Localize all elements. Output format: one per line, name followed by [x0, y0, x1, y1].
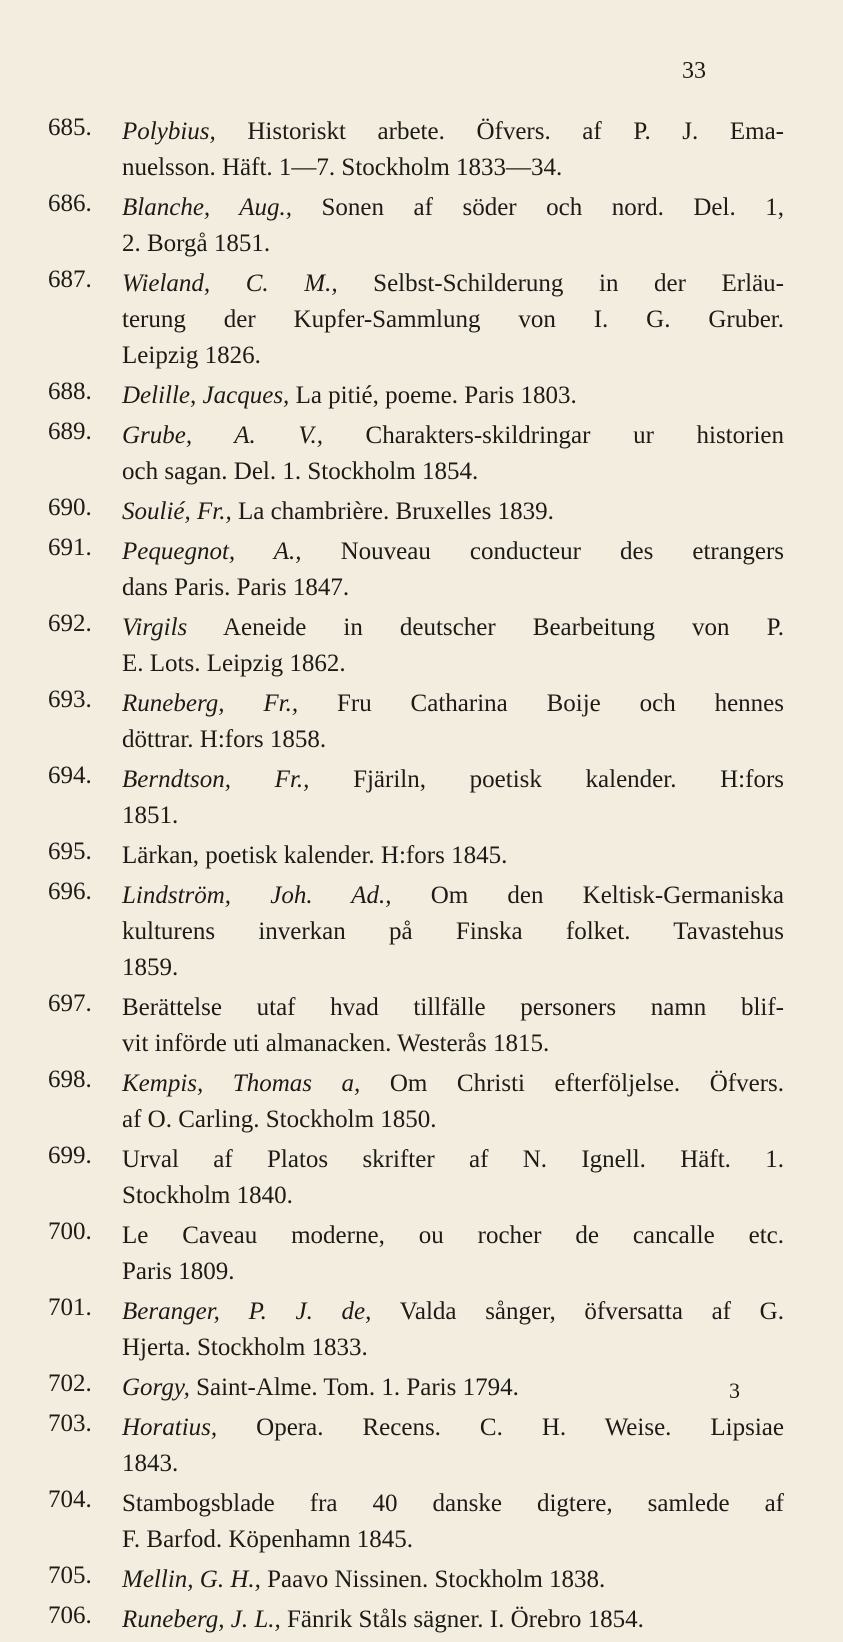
catalog-entry — [48, 190, 784, 262]
entry-text: Stockholm 1840. — [122, 1182, 293, 1209]
entry-author: Runeberg, Fr., — [122, 690, 299, 717]
entry-text: dans Paris. Paris 1847. — [122, 574, 350, 601]
entry-author: Blanche, Aug., — [122, 194, 292, 221]
entry-line — [122, 1254, 784, 1290]
entry-text: terung der Kupfer-Sammlung von I. G. Gruber. — [122, 306, 784, 333]
entry-line — [122, 570, 784, 606]
entry-text: kulturens inverkan på Finska folket. Tavastehus — [122, 918, 784, 945]
entry-number: 694. — [48, 762, 92, 789]
entry-text: Aeneide in deutscher Bearbeitung von P. — [187, 614, 784, 641]
entry-line — [122, 534, 784, 570]
entry-author: Gorgy, — [122, 1374, 190, 1401]
catalog-entry — [48, 1562, 784, 1598]
entry-line — [122, 302, 784, 338]
entry-line — [122, 1410, 784, 1446]
entry-text: Paavo Nissinen. Stockholm 1838. — [260, 1566, 606, 1593]
entry-line — [122, 1446, 784, 1482]
entry-number: 690. — [48, 494, 92, 521]
entry-author: Soulié, Fr., — [122, 498, 232, 525]
entry-line — [122, 418, 784, 454]
entry-line — [122, 1142, 784, 1178]
entry-line — [122, 114, 784, 150]
entry-text: Berättelse utaf hvad tillfälle personers namn blif- — [122, 994, 784, 1021]
entry-number: 688. — [48, 378, 92, 405]
catalog-entry — [48, 1294, 784, 1366]
entry-line — [122, 226, 784, 262]
entry-text: Leipzig 1826. — [122, 342, 261, 369]
entry-line — [122, 914, 784, 950]
entry-author: Virgils — [122, 614, 188, 641]
entry-text: Paris 1809. — [122, 1258, 235, 1285]
entry-line — [122, 454, 784, 490]
entry-author: Mellin, G. H., — [122, 1566, 261, 1593]
entry-line — [122, 722, 784, 758]
entry-author: Berndtson, Fr., — [122, 766, 310, 793]
entry-text: Valda sånger, öfversatta af G. — [371, 1298, 784, 1325]
entry-author: Polybius, — [122, 118, 216, 145]
entry-author: Delille, Jacques, — [122, 382, 290, 409]
entry-line — [122, 878, 784, 914]
entry-line — [122, 150, 784, 186]
entry-line — [122, 646, 784, 682]
entry-text: och sagan. Del. 1. Stockholm 1854. — [122, 458, 479, 485]
entry-number: 689. — [48, 418, 92, 445]
entry-text: af O. Carling. Stockholm 1850. — [122, 1106, 437, 1133]
catalog-entry — [48, 1410, 784, 1482]
entry-line — [122, 266, 784, 302]
entry-number: 696. — [48, 878, 92, 905]
signature-mark: 3 — [729, 1378, 740, 1403]
entry-text: Hjerta. Stockholm 1833. — [122, 1334, 368, 1361]
entry-text: Saint-Alme. Tom. 1. Paris 1794. — [189, 1374, 519, 1401]
entry-line — [122, 838, 784, 874]
entry-text: E. Lots. Leipzig 1862. — [122, 650, 346, 677]
entry-text: Fjäriln, poetisk kalender. H:fors — [309, 766, 784, 793]
entry-author: Runeberg, J. L., — [122, 1606, 281, 1633]
entry-text: 2. Borgå 1851. — [122, 230, 271, 257]
entry-line — [122, 762, 784, 798]
entry-text: Urval af Platos skrifter af N. Ignell. Häft. 1. — [122, 1146, 784, 1173]
entry-number: 686. — [48, 190, 92, 217]
catalog-entry — [48, 1602, 784, 1638]
entry-line — [122, 1026, 784, 1062]
entry-line — [122, 1218, 784, 1254]
entry-line — [122, 1330, 784, 1366]
entry-line — [122, 378, 784, 414]
catalog-entry — [48, 1370, 784, 1406]
entry-text: Om den Keltisk-Germaniska — [391, 882, 784, 909]
entry-text: Fru Catharina Boije och hennes — [298, 690, 784, 717]
catalog-entry — [48, 266, 784, 374]
entry-number: 703. — [48, 1410, 92, 1437]
entry-number: 685. — [48, 114, 92, 141]
entry-number: 700. — [48, 1218, 92, 1245]
entry-number: 706. — [48, 1602, 92, 1629]
entry-text: Selbst-Schilderung in der Erläu- — [337, 270, 784, 297]
catalog-entry — [48, 1486, 784, 1558]
entry-line — [122, 1294, 784, 1330]
entry-number: 701. — [48, 1294, 92, 1321]
entry-text: Charakters-skildringar ur historien — [322, 422, 784, 449]
entry-line — [122, 338, 784, 374]
catalog-entry — [48, 1218, 784, 1290]
entry-number: 687. — [48, 266, 92, 293]
entry-line — [122, 1102, 784, 1138]
entry-line — [122, 1522, 784, 1558]
entry-line — [122, 950, 784, 986]
entry-text: Fänrik Ståls sägner. I. Örebro 1854. — [280, 1606, 644, 1633]
entry-text: 1851. — [122, 802, 179, 829]
catalog-entry — [48, 762, 784, 834]
entry-text: Stambogsblade fra 40 danske digtere, samlede af — [122, 1490, 784, 1517]
entry-text: 1843. — [122, 1450, 179, 1477]
catalog-entry — [48, 878, 784, 986]
entry-line — [122, 798, 784, 834]
catalog-entry — [48, 838, 784, 874]
entry-text: F. Barfod. Köpenhamn 1845. — [122, 1526, 414, 1553]
entry-number: 697. — [48, 990, 92, 1017]
entry-line — [122, 190, 784, 226]
catalog-entry — [48, 534, 784, 606]
catalog-entry — [48, 494, 784, 530]
entry-author: Beranger, P. J. de, — [122, 1298, 372, 1325]
entry-line — [122, 990, 784, 1026]
entry-author: Lindström, Joh. Ad., — [122, 882, 392, 909]
entry-number: 705. — [48, 1562, 92, 1589]
entry-line — [122, 1486, 784, 1522]
catalog-entry — [48, 990, 784, 1062]
entry-text: Nouveau conducteur des etrangers — [301, 538, 785, 565]
entry-text: La chambrière. Bruxelles 1839. — [231, 498, 554, 525]
entry-line — [122, 1602, 784, 1638]
entry-text: Lärkan, poetisk kalender. H:fors 1845. — [122, 842, 508, 869]
entry-line — [122, 610, 784, 646]
entry-author: Pequegnot, A., — [122, 538, 302, 565]
entry-number: 692. — [48, 610, 92, 637]
entry-author: Wieland, C. M., — [122, 270, 338, 297]
entry-text: La pitié, poeme. Paris 1803. — [289, 382, 577, 409]
entry-text: Le Caveau moderne, ou rocher de cancalle etc. — [122, 1222, 784, 1249]
entry-line — [122, 1370, 784, 1406]
entry-author: Kempis, Thomas a, — [122, 1070, 361, 1097]
catalog-entry — [48, 418, 784, 490]
catalog-entry — [48, 686, 784, 758]
entry-number: 704. — [48, 1486, 92, 1513]
entry-number: 695. — [48, 838, 92, 865]
catalog-entry — [48, 378, 784, 414]
entry-text: Sonen af söder och nord. Del. 1, — [292, 194, 784, 221]
entry-text: Historiskt arbete. Öfvers. af P. J. Ema- — [215, 118, 784, 145]
bibliography-list — [48, 114, 784, 1642]
catalog-entry — [48, 1142, 784, 1214]
entry-author: Horatius, — [122, 1414, 218, 1441]
entry-number: 699. — [48, 1142, 92, 1169]
entry-text: döttrar. H:fors 1858. — [122, 726, 327, 753]
entry-number: 693. — [48, 686, 92, 713]
entry-text: vit införde uti almanacken. Westerås 1815. — [122, 1030, 550, 1057]
entry-text: nuelsson. Häft. 1—7. Stockholm 1833—34. — [122, 154, 563, 181]
catalog-entry — [48, 114, 784, 186]
entry-line — [122, 1066, 784, 1102]
catalog-entry — [48, 1066, 784, 1138]
entry-number: 691. — [48, 534, 92, 561]
entry-number: 702. — [48, 1370, 92, 1397]
entry-number: 698. — [48, 1066, 92, 1093]
entry-line — [122, 1178, 784, 1214]
entry-line — [122, 1562, 784, 1598]
page-number: 33 — [682, 58, 706, 84]
entry-line — [122, 686, 784, 722]
entry-line — [122, 494, 784, 530]
catalog-entry — [48, 610, 784, 682]
entry-author: Grube, A. V., — [122, 422, 323, 449]
entry-text: Opera. Recens. C. H. Weise. Lipsiae — [217, 1414, 784, 1441]
entry-text: Om Christi efterföljelse. Öfvers. — [360, 1070, 785, 1097]
entry-text: 1859. — [122, 954, 179, 981]
